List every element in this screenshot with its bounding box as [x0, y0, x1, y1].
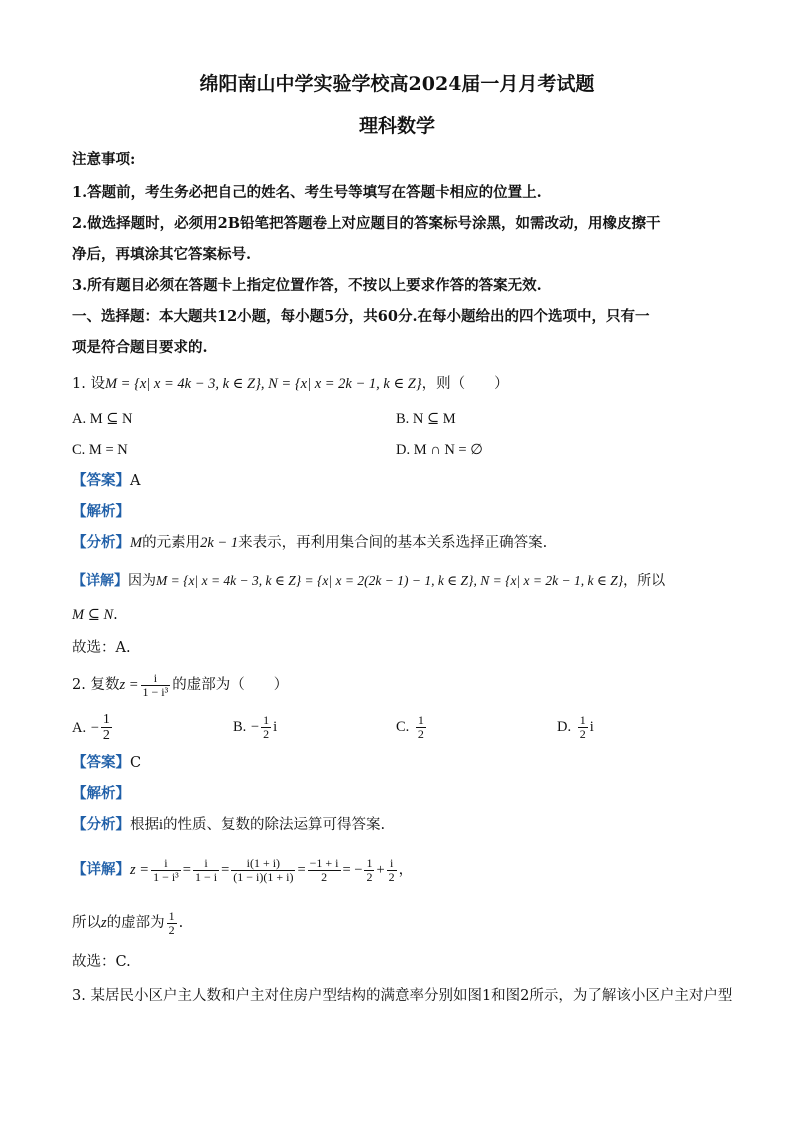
q2-a-label: A.: [72, 719, 87, 736]
q2-d-num: 1: [579, 712, 586, 727]
q2-b-tail: i: [273, 719, 278, 735]
q2-d-frac1: [151, 857, 181, 884]
q2-fenxi-label: 【分析】: [72, 816, 130, 833]
exam-title: 绵阳南山中学实验学校高2024届一月月考试题: [199, 73, 595, 95]
q2-d-f5-num: 1: [366, 855, 373, 870]
q2-detail-label: 【详解】: [72, 861, 130, 878]
q1-detail-post: ，所以: [623, 573, 666, 589]
q2-so-pre: 所以: [72, 915, 101, 931]
q1-choose: 故选：A.: [72, 640, 131, 656]
q2-fenxi-i: i: [159, 817, 164, 833]
q1-detail-label: 【详解】: [72, 573, 128, 589]
q2-d-frac5: [364, 857, 374, 884]
note-3: 3.所有题目必须在答题卡上指定位置作答，不按以上要求作答的答案无效.: [72, 277, 542, 294]
q2-d-plus: +: [376, 862, 385, 878]
q2-c-den: 2: [417, 726, 424, 741]
q1-set-n: N = {x| x = 2k − 1, k ∈ Z}: [268, 376, 422, 392]
q1-analysis: [72, 502, 130, 522]
q2-b-sign: −: [250, 719, 260, 735]
q2-b-num: 1: [263, 712, 270, 727]
q2-fenxi-post: 的性质、复数的除法运算可得答案.: [163, 817, 386, 833]
section-heading: 一、选择题：本大题共12小题，每小题5分，共60分.在每小题给出的四个选项中，只有一: [72, 308, 650, 325]
q2-b-den: 2: [263, 726, 270, 741]
q2-d-frac6: [387, 857, 397, 884]
q1-fenxi-m: M: [130, 535, 143, 551]
q2-c-frac: [416, 714, 426, 741]
q2-b-frac: [261, 714, 271, 741]
q2-so-mid: 的虚部为: [106, 915, 165, 931]
q1-fenxi-expr: 2k − 1: [200, 535, 239, 551]
q2-choose: 故选：C.: [72, 954, 131, 970]
q2-d-minus: = −: [342, 862, 363, 878]
q2-analysis-label: 【解析】: [72, 785, 130, 802]
q1-suffix: ，则（ ）: [421, 376, 509, 392]
q2-d-den: 2: [579, 726, 586, 741]
q2-option-d: [557, 712, 594, 742]
q1-options-row2: [72, 440, 722, 460]
q1-option-b: B. N ⊆ M: [396, 411, 456, 427]
q2-d-f1-num: i: [151, 857, 181, 871]
q1-detail-end: .: [113, 607, 118, 623]
q2-c-label: C.: [396, 719, 410, 735]
q1-option-a: A. M ⊆ N: [72, 411, 133, 427]
q2-d-label: D.: [557, 719, 572, 735]
q2-d-frac2: [193, 857, 219, 884]
q2-fenxi-pre: 根据: [130, 817, 159, 833]
q2-d-f1-den: 1 − i³: [153, 869, 179, 884]
q2-d-tail: i: [589, 719, 594, 735]
note-1: 1.答题前，考生务必把自己的姓名、考生号等填写在答题卡相应的位置上.: [72, 184, 542, 201]
q1-detail-pre: 因为: [128, 573, 156, 589]
q1-answer-label: 【答案】: [72, 472, 130, 489]
q2-d-frac4: [308, 857, 341, 884]
q2-d-f3-num: i(1 + i): [231, 857, 295, 871]
q1-answer: [72, 471, 140, 491]
q2-answer-label: 【答案】: [72, 754, 130, 771]
q2-answer-value: C: [130, 755, 142, 771]
q1-detail-line2: [72, 605, 118, 625]
notes-heading: 注意事项:: [72, 151, 136, 168]
q1-set-m: M = {x| x = 4k − 3, k ∈ Z}: [104, 376, 261, 392]
q2-d-f3-den: (1 − i)(1 + i): [233, 869, 294, 884]
subject-title: 理科数学: [358, 115, 435, 137]
q2-so-end: .: [178, 915, 184, 931]
q2-option-c: [396, 712, 428, 742]
q2-d-f2-den: 1 − i: [194, 869, 218, 884]
q2-detail: [72, 853, 413, 887]
q1-analysis-label: 【解析】: [72, 503, 130, 520]
q2-d-f4-den: 2: [321, 869, 328, 884]
q2-answer: [72, 753, 141, 773]
q1-detail-expr: M = {x| x = 4k − 3, k ∈ Z} = {x| x = 2(2k − 1) − 1, k ∈ Z}, N = {x| x = 2k − 1, k ∈ Z}: [156, 573, 624, 588]
q1-detail: [72, 571, 665, 591]
note-2: 2.做选择题时，必须用2B铅笔把答题卷上对应题目的答案标号涂黑，如需改动，用橡皮擦干: [72, 215, 661, 232]
q2-options: [72, 712, 722, 743]
q2-a-frac: [101, 712, 112, 743]
q2-option-b: [233, 712, 277, 742]
q2-a-num: 1: [102, 712, 110, 727]
q2-a-sign: −: [90, 719, 99, 736]
q2-fraction: [141, 672, 171, 699]
q2-so-num: 1: [168, 908, 175, 923]
q2-c-num: 1: [417, 712, 424, 727]
q1-stem: 1. 设M = {x| x = 4k − 3, k ∈ Z}, N = {x| x = 2k − 1, k ∈ Z}，则（ ）: [72, 376, 509, 392]
q2-so-z: z: [101, 915, 107, 931]
q1-option-c: C. M = N: [72, 442, 128, 458]
q2-d-end: ，: [398, 862, 414, 878]
q2-d-z: z =: [130, 862, 150, 878]
q2-d-f6-den: 2: [388, 869, 395, 884]
q1-fenxi-label: 【分析】: [72, 534, 130, 551]
section-heading-cont: 项是符合题目要求的.: [72, 339, 208, 356]
q2-analysis: [72, 784, 130, 804]
q2-b-label: B.: [233, 719, 247, 735]
q2-prefix: 2. 复数: [72, 677, 120, 693]
q1-detail-conclusion: M ⊆ N: [72, 607, 114, 623]
q2-a-den: 2: [102, 728, 110, 743]
q2-stem: [72, 670, 288, 700]
q2-option-a: [72, 712, 114, 743]
q2-z-eq: z =: [119, 677, 139, 693]
q2-conclusion: [72, 908, 183, 938]
q2-so-den: 2: [168, 922, 175, 937]
q2-d-f6-num: i: [387, 857, 397, 871]
q2-d-f4-num: −1 + i: [309, 855, 339, 870]
q1-fenxi-post: 来表示，再利用集合间的基本关系选择正确答案.: [238, 535, 548, 551]
q2-d-frac: [578, 714, 588, 741]
q2-suffix: 的虚部为（ ）: [172, 677, 289, 693]
q3-stem: 3. 某居民小区户主人数和户主对住房户型结构的满意率分别如图1和图2所示，为了解该小区户主对户型: [72, 988, 733, 1004]
q1-fenxi: [72, 533, 547, 553]
q2-d-f5-den: 2: [366, 869, 373, 884]
q1-fenxi-mid: 的元素用: [142, 535, 201, 551]
note-2-cont: 净后，再填涂其它答案标号.: [72, 246, 252, 263]
q2-fenxi: [72, 815, 385, 835]
q1-answer-value: A: [130, 473, 141, 489]
q2-d-eq1: =: [182, 862, 191, 878]
q2-d-eq2: =: [221, 862, 230, 878]
q2-frac-num: i: [141, 672, 171, 686]
q2-d-f2-num: i: [193, 857, 219, 871]
q1-option-d: D. M ∩ N = ∅: [396, 442, 483, 458]
q1-prefix: 1. 设: [72, 376, 105, 392]
q2-d-frac3: [231, 857, 295, 884]
q1-options-row1: [72, 409, 722, 429]
q2-frac-den: 1 − i³: [142, 684, 169, 699]
q2-so-frac: [167, 910, 177, 937]
q2-d-eq3: =: [297, 862, 306, 878]
